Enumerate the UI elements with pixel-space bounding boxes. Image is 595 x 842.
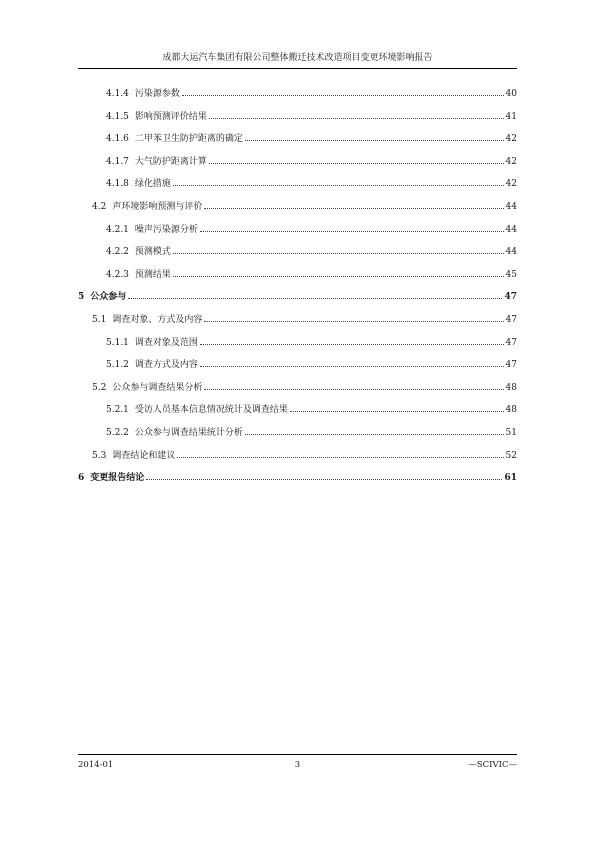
toc-entry[interactable] <box>106 155 517 168</box>
toc-entry-page: 47 <box>505 360 517 371</box>
toc-entry[interactable] <box>78 471 517 484</box>
toc-entry-number: 4.2.2 <box>106 247 129 258</box>
toc-entry-page: 61 <box>504 473 517 484</box>
footer-divider <box>78 754 517 755</box>
toc-entry-number: 5.3 <box>92 450 107 461</box>
dot-leader <box>173 268 504 277</box>
toc-entry[interactable] <box>92 381 517 394</box>
toc-entry-title: 变更报告结论 <box>90 473 145 484</box>
toc-entry-title: 噪声污染源分析 <box>134 224 198 235</box>
toc-entry-title: 调查对象及范围 <box>134 337 198 348</box>
footer-org: —SCIVIC— <box>468 760 517 770</box>
toc-entry-page: 51 <box>505 428 517 438</box>
toc-entry-number: 4.1.6 <box>106 134 129 145</box>
footer-page-number: 3 <box>294 760 301 770</box>
toc-entry[interactable] <box>92 200 517 213</box>
page-header: 成都大运汽车集团有限公司整体搬迁技术改造项目变更环境影响报告 <box>162 53 433 63</box>
toc-entry-number: 4.1.8 <box>106 179 129 190</box>
toc-entry-title: 调查结论和建议 <box>112 450 176 461</box>
toc-entry-title: 污染源参数 <box>134 89 180 99</box>
toc-entry-page: 44 <box>505 224 517 235</box>
toc-entry-title: 公众参与调查结果分析 <box>112 382 203 393</box>
toc-entry-number: 4.1.7 <box>106 156 129 167</box>
toc-entry-number: 5 <box>78 292 85 303</box>
toc-entry-number: 5.1.2 <box>106 360 129 371</box>
toc-entry[interactable] <box>106 223 517 236</box>
toc-entry[interactable] <box>106 336 517 349</box>
dot-leader <box>182 87 504 96</box>
toc-entry[interactable] <box>92 449 517 462</box>
toc-entry-number: 5.1.1 <box>106 337 129 348</box>
footer-date: 2014-01 <box>78 760 114 770</box>
toc-entry-number: 5.2.1 <box>106 405 129 416</box>
toc-entry-number: 5.2.2 <box>106 428 129 438</box>
dot-leader <box>209 155 504 164</box>
toc-entry-title: 二甲苯卫生防护距离的确定 <box>134 134 243 145</box>
toc-entry-page: 44 <box>505 202 517 212</box>
toc-entry[interactable] <box>106 426 517 439</box>
dot-leader <box>204 313 503 322</box>
dot-leader <box>245 132 504 141</box>
dot-leader <box>177 449 503 458</box>
toc-entry-number: 4.2.1 <box>106 224 129 235</box>
toc-entry-number: 6 <box>78 473 85 484</box>
toc-entry[interactable] <box>106 268 517 281</box>
dot-leader <box>204 200 503 209</box>
toc-entry-page: 52 <box>505 450 517 461</box>
toc-entry[interactable] <box>92 313 517 326</box>
dot-leader <box>173 245 504 254</box>
toc-entry[interactable] <box>78 290 517 303</box>
toc-entry-title: 公众参与 <box>90 292 127 303</box>
toc-entry-title: 调查对象、方式及内容 <box>112 315 203 325</box>
toc-entry-page: 42 <box>505 156 517 167</box>
toc-entry-page: 47 <box>505 315 517 325</box>
toc-entry[interactable] <box>106 358 517 371</box>
toc-entry-title: 绿化措施 <box>134 179 171 190</box>
toc-entry[interactable] <box>106 132 517 145</box>
toc-entry-number: 4.1.5 <box>106 111 129 122</box>
toc-entry-title: 受访人员基本信息情况统计及调查结果 <box>134 405 288 416</box>
toc-entry[interactable] <box>106 87 517 100</box>
toc-entry-page: 42 <box>505 134 517 145</box>
dot-leader <box>128 290 502 299</box>
toc-entry[interactable] <box>106 177 517 190</box>
toc-entry-number: 4.1.4 <box>106 89 129 99</box>
header-divider <box>78 68 517 69</box>
dot-leader <box>200 358 504 367</box>
toc-entry-title: 调查方式及内容 <box>134 360 198 371</box>
toc-entry-page: 47 <box>504 292 517 303</box>
toc-entry-number: 4.2.3 <box>106 269 129 280</box>
dot-leader <box>173 177 504 186</box>
dot-leader <box>290 403 504 412</box>
dot-leader <box>204 381 503 390</box>
toc-entry-page: 48 <box>505 382 517 393</box>
toc-entry-page: 42 <box>505 179 517 190</box>
dot-leader <box>146 471 502 480</box>
toc-entry-title: 大气防护距离计算 <box>134 156 207 167</box>
toc-entry-title: 预测模式 <box>134 247 171 258</box>
toc-entry-title: 声环境影响预测与评价 <box>112 202 203 212</box>
dot-leader <box>245 426 504 435</box>
toc-entry-number: 5.2 <box>92 382 107 393</box>
toc-entry[interactable] <box>106 110 517 123</box>
toc-entry-page: 41 <box>505 111 517 122</box>
dot-leader <box>200 336 504 345</box>
toc-entry-page: 45 <box>505 269 517 280</box>
dot-leader <box>209 110 504 119</box>
toc-entry-page: 40 <box>505 89 517 99</box>
toc-entry-title: 预测结果 <box>134 269 171 280</box>
toc-entry-number: 4.2 <box>92 202 107 212</box>
toc-entry[interactable] <box>106 403 517 416</box>
toc-entry-number: 5.1 <box>92 315 107 325</box>
dot-leader <box>200 223 504 232</box>
toc-entry-page: 47 <box>505 337 517 348</box>
toc-entry-title: 影响预测评价结果 <box>134 111 207 122</box>
toc-entry-title: 公众参与调查结果统计分析 <box>134 428 243 438</box>
toc-entry[interactable] <box>106 245 517 258</box>
toc-entry-page: 48 <box>505 405 517 416</box>
toc-entry-page: 44 <box>505 247 517 258</box>
